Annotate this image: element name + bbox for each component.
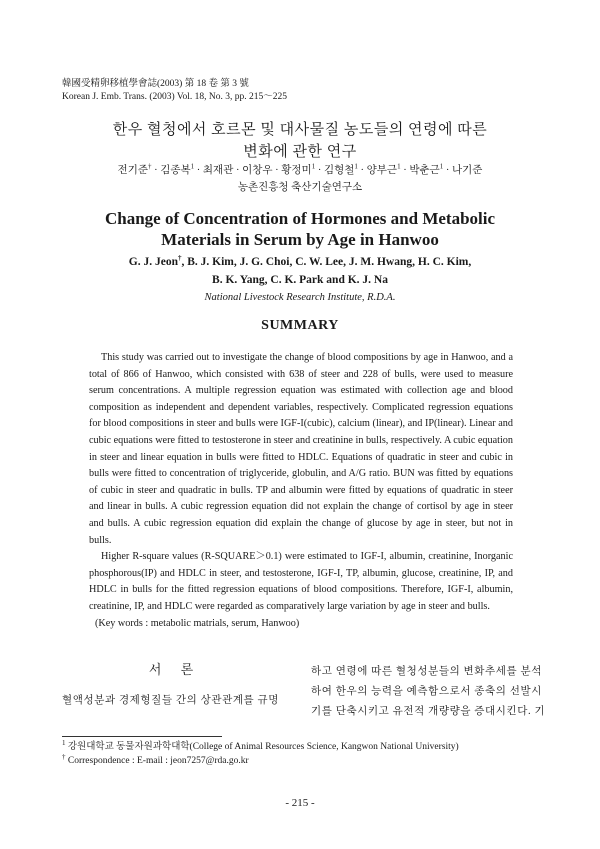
summary-heading: SUMMARY [261,318,339,333]
page-number: - 215 - [285,797,315,809]
english-affiliation: National Livestock Research Institute, R.D.A. [204,292,396,303]
intro-left-column [62,661,288,711]
abstract-paragraph-2: Higher R-square values (R-SQUARE＞0.1) were estimated to IGF-I, albumin, creatinine, Inorganic phosphorous(IP) and HDLC in steer, and testosterone, IGF-I, TP, albumin, glucose, creatinine, IP, and HDLC in bulls for the fitted regression equations of blood compositions. Therefore, IGF-I, albumin, creatinine, IP, and HDLC were regarded as comparatively large variation by age in steer and bulls. [89,551,513,612]
korean-title-line-1: 한우 혈청에서 호르몬 및 대사물질 농도들의 연령에 따른 [112,122,488,138]
english-title [0,208,600,250]
intro-right-line: 하고 연령에 따른 혈청성분들의 변화추세를 분석 [311,666,542,677]
english-title-line-2: Materials in Serum by Age in Hanwoo [161,230,439,249]
footnote-correspondence: † Correspondence : E-mail : jeon7257@rda.go.kr [62,752,249,766]
english-authors-line-2: B. K. Yang, C. K. Park and K. J. Na [212,274,388,286]
intro-heading: 서 론 [148,662,202,677]
footnote-affiliation: $^1$ 강원대학교 동물자원과학대학(College of Animal Resources Science, Kangwon National University) [62,738,459,752]
korean-affiliation: 농촌진흥청 축산기술연구소 [237,182,363,193]
intro-right-line: 하여 한우의 능력을 예측함으로서 종축의 선발시 [311,686,542,697]
english-authors [0,253,600,289]
intro-right-column [311,662,546,722]
english-title-line-1: Change of Concentration of Hormones and Metabolic [104,209,496,228]
korean-authors: 전기준† · 김종복$^1$ · 최재관 · 이창우 · 황정미$^1$ · 김형철$^1$ · 양부근$^1$ · 박춘근$^1$ · 나기준 [117,162,483,176]
abstract-paragraph-1: This study was carried out to investigate the change of blood compositions by age in Hanwoo, and a total of 866 of Hanwoo, which consisted with 638 of steer and 228 of bulls, were used to measure serum concentrations. A multiple regression equation was estimated with collection age and blood composition as independent and dependent variables, respectively. Complicated regression equations for blood compositions in steer and bulls were IGF-I(cubic), calcium (linear), and IP(linear). Linear and cubic equations were fitted to testosterone in steer and creatinine in bulls, respectively. A cubic equation in steer and linear equation in bulls were fitted to HDLC. Equations of quadratic in steer and cubic in bulls were fitted to concentration of triglyceride, globulin, and A/G ratio. BUN was fitted by equations of cubic in steer and quadratic in bulls. TP and albumin were fitted by equations of quadratic in steer and linear in bulls. A cubic regression equation did not explain the change of cortisol by age in steer and bulls. A cubic regression equation did explain the change of glucose by age in steer, but not in bulls. [89,352,513,546]
english-authors-line-1: G. J. Jeon†, B. J. Kim, J. G. Choi, C. W. Lee, J. M. Hwang, H. C. Kim, [128,254,472,268]
footnote-divider [62,736,222,737]
footnotes [62,740,459,768]
keywords: (Key words : metabolic matrials, serum, Hanwoo) [95,617,300,629]
intro-left-text: 혈액성분과 경제형질들 간의 상관관계를 규명 [62,695,280,706]
abstract-body [89,350,513,632]
intro-right-line: 기를 단축시키고 유전적 개량량을 증대시킨다. 기 [311,706,546,717]
korean-title-line-2: 변화에 관한 연구 [243,144,357,160]
journal-citation-kr: 韓國受精卵移植學會誌(2003) 第 18 卷 第 3 號 [62,79,249,89]
korean-title [0,119,600,163]
journal-citation-en: Korean J. Emb. Trans. (2003) Vol. 18, No. 3, pp. 215～225 [62,92,288,102]
journal-header [62,78,287,104]
